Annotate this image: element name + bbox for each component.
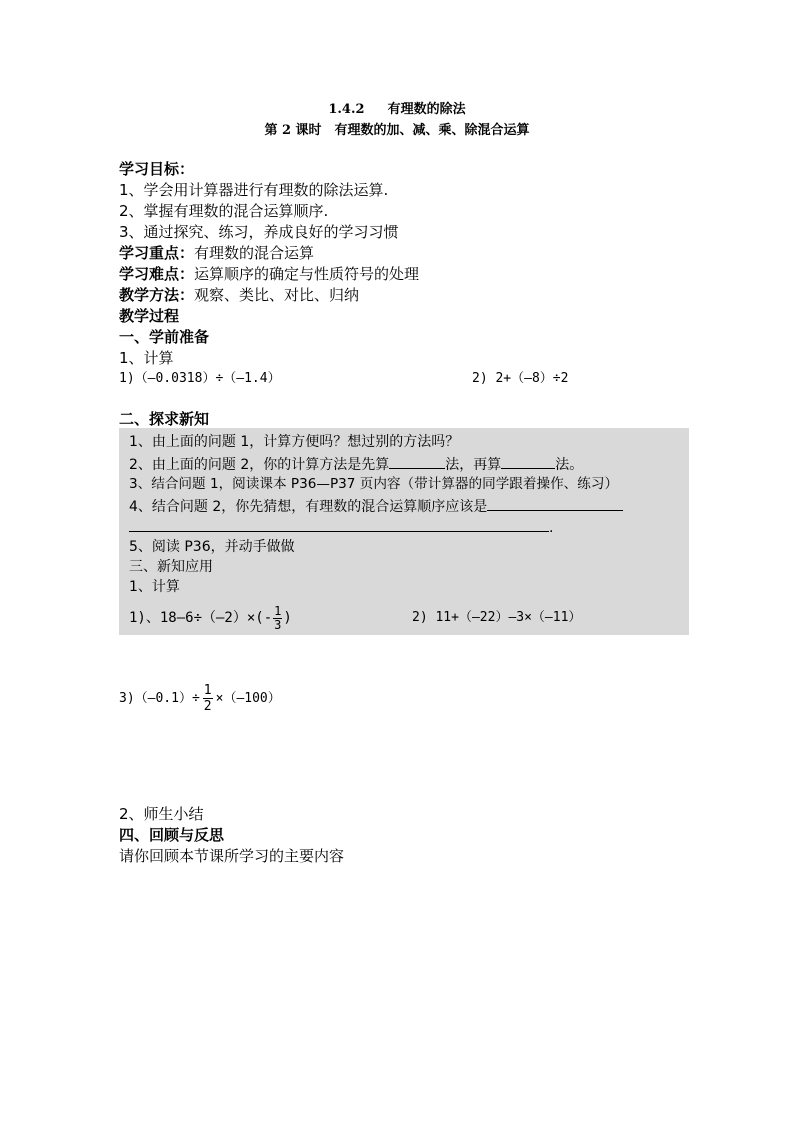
process-heading: 教学过程 bbox=[119, 307, 180, 325]
explore-line-4-text: 4、结合问题 2，你先猜想，有理数的混合运算顺序应该是 bbox=[129, 499, 488, 515]
fraction-one-third bbox=[273, 605, 282, 632]
lesson-number: 1.4.2 bbox=[328, 102, 365, 117]
key-point bbox=[119, 243, 314, 263]
section3-sub: 1、计算 bbox=[129, 579, 180, 595]
section1-sub: 1、计算 bbox=[119, 349, 174, 367]
fraction-numerator: 1 bbox=[274, 604, 282, 618]
lesson-name: 有理数的除法 bbox=[387, 102, 466, 117]
explore-line-2-b: 法，再算 bbox=[445, 457, 502, 473]
answer-blank[interactable] bbox=[129, 517, 549, 532]
answer-blank[interactable] bbox=[501, 454, 555, 469]
summary-item: 2、师生小结 bbox=[119, 805, 204, 823]
objective-item: 3、通过探究、练习，养成良好的学习习惯 bbox=[119, 223, 399, 241]
application-exercise-2: 2) 11+（—22）—3×（—11） bbox=[412, 610, 582, 625]
lesson-subtitle: 第 2 课时 有理数的加、减、乘、除混合运算 bbox=[264, 123, 530, 138]
method-label: 教学方法： bbox=[119, 286, 195, 304]
ex3-expression-a: 3)（—0.1）÷ bbox=[119, 690, 200, 706]
section4-heading: 四、回顾与反思 bbox=[119, 826, 225, 844]
objective-item: 1、学会用计算器进行有理数的除法运算. bbox=[119, 181, 389, 199]
objectives-heading: 学习目标： bbox=[119, 160, 195, 178]
explore-line-5: 5、阅读 P36，并动手做做 bbox=[129, 539, 295, 555]
section2-heading: 二、探求新知 bbox=[119, 410, 210, 428]
ex1-expression-b: ) bbox=[283, 610, 292, 626]
teaching-method bbox=[119, 285, 359, 305]
explore-line-4 bbox=[129, 496, 623, 517]
difficulty-label: 学习难点： bbox=[119, 265, 195, 283]
fraction-one-half bbox=[203, 683, 213, 714]
key-point-text: 有理数的混合运算 bbox=[194, 244, 315, 262]
section1-heading: 一、学前准备 bbox=[119, 328, 210, 346]
explore-line-3: 3、结合问题 1，阅读课本 P36—P37 页内容（带计算器的同学跟着操作、练习） bbox=[129, 476, 619, 492]
ex1-expression-a: 1)、18—6÷（—2）×(- bbox=[129, 610, 273, 626]
answer-blank[interactable] bbox=[487, 496, 623, 511]
section3-heading: 三、新知应用 bbox=[129, 559, 213, 575]
fraction-denominator: 2 bbox=[203, 699, 212, 714]
method-text: 观察、类比、对比、归纳 bbox=[194, 286, 360, 304]
explore-line-1: 1、由上面的问题 1，计算方便吗？想过别的方法吗？ bbox=[129, 434, 460, 450]
objective-item: 2、掌握有理数的混合运算顺序. bbox=[119, 202, 329, 220]
explore-line-2-a: 2、由上面的问题 2，你的计算方法是先算 bbox=[129, 457, 390, 473]
explore-line-4-continued bbox=[129, 517, 553, 538]
section4-text: 请你回顾本节课所学习的主要内容 bbox=[119, 847, 345, 865]
explore-line-2 bbox=[129, 454, 583, 475]
difficulty bbox=[119, 264, 419, 284]
key-point-label: 学习重点： bbox=[119, 244, 195, 262]
application-exercise-3 bbox=[119, 683, 281, 714]
explore-line-4-end: . bbox=[549, 520, 554, 536]
prep-question-1: 1)（—0.0318）÷（—1.4） bbox=[119, 371, 281, 386]
lesson-title bbox=[0, 98, 794, 117]
answer-blank[interactable] bbox=[389, 454, 445, 469]
application-exercise-1 bbox=[129, 605, 292, 632]
fraction-denominator: 3 bbox=[274, 618, 282, 632]
fraction-numerator: 1 bbox=[203, 683, 212, 698]
difficulty-text: 运算顺序的确定与性质符号的处理 bbox=[194, 265, 420, 283]
prep-question-2: 2) 2+（—8）÷2 bbox=[472, 371, 569, 386]
explore-line-2-c: 法。 bbox=[555, 457, 584, 473]
ex3-expression-b: ×（—100） bbox=[215, 690, 281, 706]
